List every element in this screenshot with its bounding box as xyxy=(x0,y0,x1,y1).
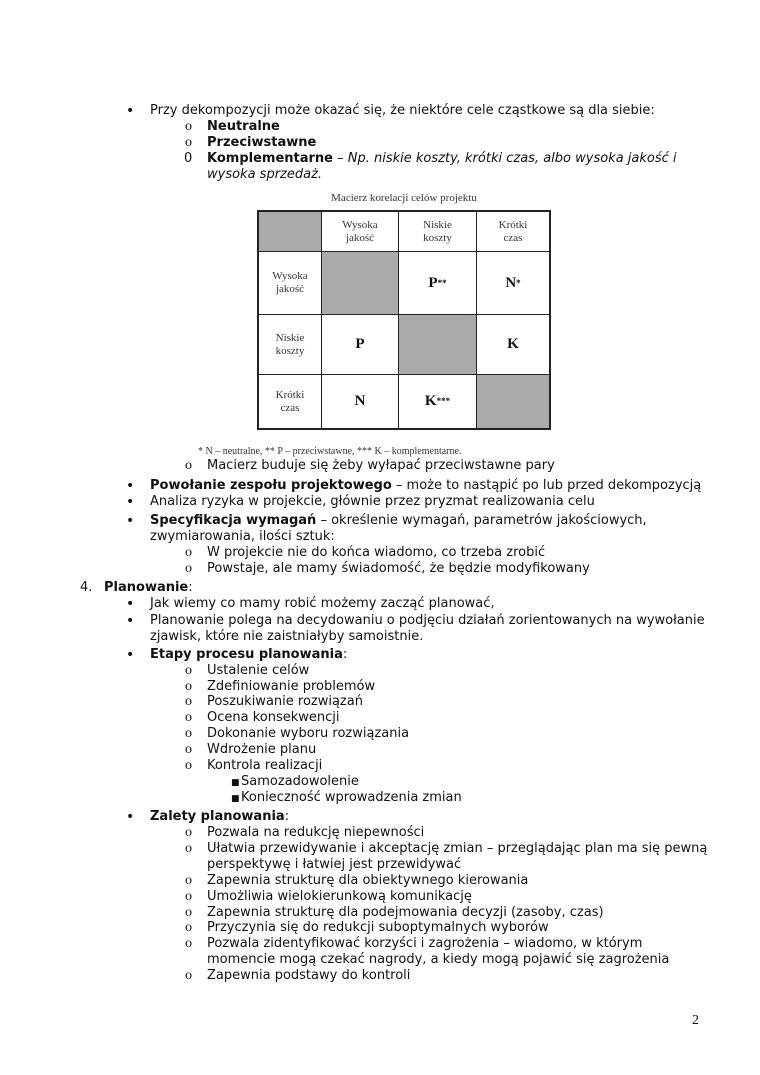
stage-sub-item: Samozadowolenie xyxy=(241,774,359,789)
advantage-item: Zapewnia strukturę dla podejmowania decyzji (zasoby, czas) xyxy=(207,904,604,920)
section-title: Planowanie: xyxy=(104,580,193,595)
example-text-cont: wysoka sprzedaż. xyxy=(207,167,323,182)
row-header: Krótki czas xyxy=(259,375,322,428)
spec-item-cont: zwymiarowania, ilości sztuk: xyxy=(150,529,335,544)
stage-item: Dokonanie wyboru rozwiązania xyxy=(207,726,410,741)
circle-bullet-icon: o xyxy=(185,920,192,936)
matrix-diagonal-cell xyxy=(399,315,477,375)
advantage-item: Pozwala na redukcję niepewności xyxy=(207,825,425,840)
bullet-icon: • xyxy=(126,613,135,629)
circle-bullet-icon: o xyxy=(185,840,192,856)
advantage-item-cont: momencie mogą czekać nagrody, a kiedy mogą pojawić się zagrożenia xyxy=(207,952,670,968)
col-header: Krótki czas xyxy=(477,212,549,252)
circle-bullet-icon: o xyxy=(185,726,192,741)
advantage-item: Pozwala zidentyfikować korzyści i zagrożenia – wiadomo, w którym xyxy=(207,936,643,952)
advantage-item: Umożliwia wielokierunkową komunikację xyxy=(207,888,472,904)
stage-item: Poszukiwanie rozwiązań xyxy=(207,694,363,709)
col-header: Wysoka jakość xyxy=(322,212,399,252)
stage-item: Zdefiniowanie problemów xyxy=(207,679,376,694)
matrix-cell: P ** xyxy=(399,252,477,315)
bullet-icon: • xyxy=(126,103,135,119)
row-header: Niskie koszty xyxy=(259,315,322,375)
matrix-title: Macierz korelacji celów projektu xyxy=(331,192,477,204)
circle-bullet-icon: o xyxy=(185,742,192,757)
square-bullet-icon: ■ xyxy=(231,794,240,804)
matrix-diagonal-cell xyxy=(477,375,549,428)
stages-heading: Etapy procesu planowania: xyxy=(150,647,348,662)
circle-bullet-icon: o xyxy=(185,694,192,709)
matrix-cell: N * xyxy=(477,252,549,315)
team-item: Powołanie zespołu projektowego – może to nastąpić po lub przed dekompozycją xyxy=(150,478,702,493)
spec-sub-item: Powstaje, ale mamy świadomość, że będzie modyfikowany xyxy=(207,561,590,576)
advantage-item: Przyczynia się do redukcji suboptymalnych wyborów xyxy=(207,920,549,936)
example-text: Np. niskie koszty, krótki czas, albo wysoka jakość i xyxy=(347,151,677,166)
matrix-corner xyxy=(259,212,322,252)
bullet-icon: • xyxy=(126,596,135,612)
advantage-item: Zapewnia strukturę dla obiektywnego kierowania xyxy=(207,872,529,888)
separator: – xyxy=(333,151,348,166)
circle-bullet-icon: o xyxy=(185,135,192,150)
bullet-icon: • xyxy=(126,809,135,825)
section-number: 4. xyxy=(80,580,93,595)
circle-bullet-icon: o xyxy=(185,872,192,888)
bullet-icon: • xyxy=(126,478,135,494)
advantage-item: Ułatwia przewidywanie i akceptację zmian – przeglądając plan ma się pewną xyxy=(207,840,708,856)
circle-bullet-icon: o xyxy=(185,904,192,920)
spec-sub-item: W projekcie nie do końca wiadomo, co trzeba zrobić xyxy=(207,545,546,560)
plan-item: Jak wiemy co mamy robić możemy zacząć planować, xyxy=(150,596,495,611)
col-header: Niskie koszty xyxy=(399,212,477,252)
circle-bullet-icon: o xyxy=(185,119,192,134)
circle-bullet-icon: o xyxy=(185,458,192,473)
matrix-note: Macierz buduje się żeby wyłapać przeciwstawne pary xyxy=(207,458,555,473)
page-number: 2 xyxy=(692,1013,699,1028)
circle-bullet-icon: o xyxy=(185,663,192,678)
type-opposite: Przeciwstawne xyxy=(207,135,317,150)
stage-sub-item: Konieczność wprowadzenia zmian xyxy=(241,790,462,805)
matrix-cell: P xyxy=(322,315,399,375)
bullet-icon: • xyxy=(126,513,135,529)
advantage-item-cont: perspektywę i łatwiej jest przewidywać xyxy=(207,856,462,872)
circle-bullet-icon: o xyxy=(185,825,192,840)
plan-item: Planowanie polega na decydowaniu o podjęciu działań zorientowanych na wywołanie xyxy=(150,613,705,628)
matrix-cell: K xyxy=(477,315,549,375)
type-complementary xyxy=(207,151,677,167)
bullet-icon: • xyxy=(126,647,135,663)
circle-bullet-icon: 0 xyxy=(184,151,193,166)
square-bullet-icon: ■ xyxy=(231,778,240,788)
advantages-heading: Zalety planowania: xyxy=(150,809,290,824)
circle-bullet-icon: o xyxy=(185,936,192,952)
matrix-diagonal-cell xyxy=(322,252,399,315)
type-label: Komplementarne xyxy=(207,151,333,166)
stage-item: Ustalenie celów xyxy=(207,663,310,678)
matrix-cell: K *** xyxy=(399,375,477,428)
bullet-icon: • xyxy=(126,494,135,510)
matrix-cell: N xyxy=(322,375,399,428)
circle-bullet-icon: o xyxy=(185,888,192,904)
plan-item-cont: zjawisk, które nie zaistniałyby samoistnie. xyxy=(150,629,424,644)
correlation-matrix xyxy=(257,210,551,430)
stage-item: Ocena konsekwencji xyxy=(207,710,340,725)
circle-bullet-icon: o xyxy=(185,561,192,576)
advantage-item: Zapewnia podstawy do kontroli xyxy=(207,968,411,984)
stage-item: Wdrożenie planu xyxy=(207,742,317,757)
circle-bullet-icon: o xyxy=(185,968,192,984)
circle-bullet-icon: o xyxy=(185,710,192,725)
intro-text: Przy dekompozycji może okazać się, że niektóre cele cząstkowe są dla siebie: xyxy=(150,103,655,118)
circle-bullet-icon: o xyxy=(185,545,192,560)
spec-item: Specyfikacja wymagań – określenie wymagań, parametrów jakościowych, xyxy=(150,513,647,528)
circle-bullet-icon: o xyxy=(185,679,192,694)
type-neutral: Neutralne xyxy=(207,119,280,134)
stage-item: Kontrola realizacji xyxy=(207,758,323,773)
circle-bullet-icon: o xyxy=(185,758,192,773)
risk-item: Analiza ryzyka w projekcie, głównie przez pryzmat realizowania celu xyxy=(150,494,595,509)
matrix-footnote: * N – neutralne, ** P – przeciwstawne, *** K – komplementarne. xyxy=(198,446,462,457)
row-header: Wysoka jakość xyxy=(259,252,322,315)
